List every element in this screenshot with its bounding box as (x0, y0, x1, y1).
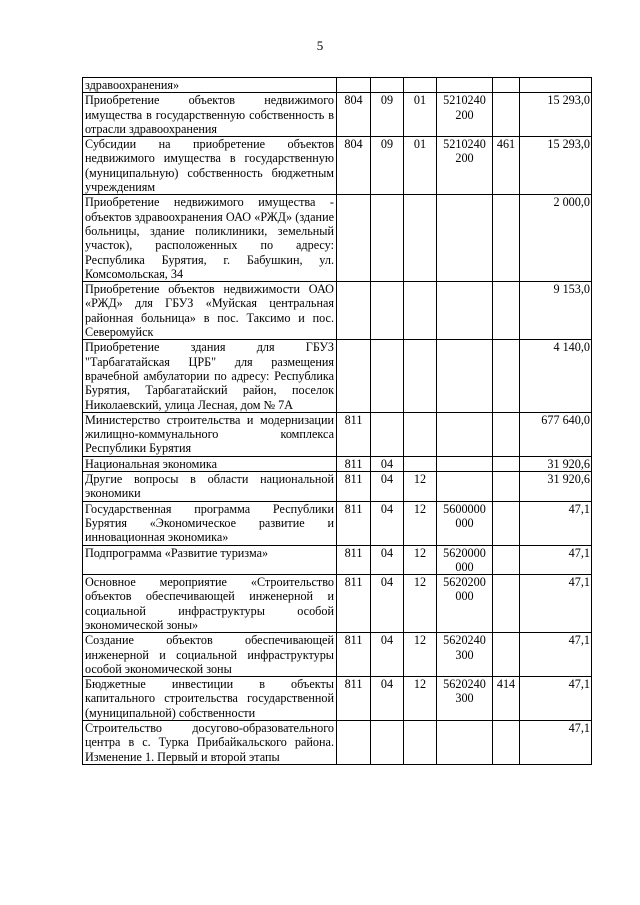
row-name-cell: Бюджетные инвестиции в объекты капитального строительства государственной (муниципальной) собственности (83, 677, 337, 721)
table-row (83, 545, 592, 575)
expense-type-cell (493, 472, 520, 502)
expense-type-cell (493, 575, 520, 633)
subsection-code-cell: 01 (404, 137, 437, 195)
subsection-code-cell: 12 (404, 472, 437, 502)
amount-cell: 47,1 (520, 545, 592, 575)
subsection-code-cell: 12 (404, 545, 437, 575)
amount-cell: 47,1 (520, 721, 592, 765)
row-name-cell: Приобретение недвижимого имущества - объектов здравоохранения ОАО «РЖД» (здание больницы, здание поликлиники, земельный участок), расположенных по адресу: Республика Бурятия, г. Бабушкин, ул. Комсомольская, 34 (83, 195, 337, 282)
section-code-cell: 04 (371, 575, 404, 633)
amount-cell: 15 293,0 (520, 93, 592, 137)
table-row (83, 137, 592, 195)
target-article-cell (437, 721, 493, 765)
expense-type-cell (493, 340, 520, 412)
subsection-code-cell: 12 (404, 677, 437, 721)
amount-cell: 47,1 (520, 501, 592, 545)
row-name-cell: Подпрограмма «Развитие туризма» (83, 545, 337, 575)
target-article-cell: 5600000 000 (437, 501, 493, 545)
section-code-cell: 09 (371, 93, 404, 137)
table-row (83, 340, 592, 412)
ministry-code-cell: 811 (337, 472, 371, 502)
target-article-cell (437, 282, 493, 340)
section-code-cell: 04 (371, 501, 404, 545)
subsection-code-cell (404, 282, 437, 340)
expense-type-cell (493, 195, 520, 282)
subsection-code-cell (404, 721, 437, 765)
row-name-cell: Строительство досугово-образовательного центра в с. Турка Прибайкальского района. Изменение 1. Первый и второй этапы (83, 721, 337, 765)
table-row (83, 282, 592, 340)
section-code-cell (371, 412, 404, 456)
subsection-code-cell: 12 (404, 633, 437, 677)
amount-cell: 9 153,0 (520, 282, 592, 340)
subsection-code-cell (404, 412, 437, 456)
ministry-code-cell (337, 340, 371, 412)
table-row (83, 575, 592, 633)
table-row (83, 456, 592, 471)
expense-type-cell (493, 282, 520, 340)
table-row (83, 78, 592, 93)
expense-type-cell (493, 633, 520, 677)
table-row (83, 195, 592, 282)
row-name-cell: здравоохранения» (83, 78, 337, 93)
budget-table (82, 77, 592, 765)
subsection-code-cell (404, 195, 437, 282)
subsection-code-cell (404, 340, 437, 412)
section-code-cell: 04 (371, 456, 404, 471)
row-name-cell: Государственная программа Республики Бурятия «Экономическое развитие и инновационная экономика» (83, 501, 337, 545)
amount-cell: 31 920,6 (520, 456, 592, 471)
ministry-code-cell (337, 721, 371, 765)
amount-cell: 47,1 (520, 677, 592, 721)
target-article-cell (437, 340, 493, 412)
target-article-cell: 5210240 200 (437, 137, 493, 195)
amount-cell: 4 140,0 (520, 340, 592, 412)
section-code-cell: 04 (371, 545, 404, 575)
target-article-cell: 5210240 200 (437, 93, 493, 137)
expense-type-cell (493, 721, 520, 765)
target-article-cell: 5620240 300 (437, 633, 493, 677)
expense-type-cell (493, 412, 520, 456)
expense-type-cell (493, 78, 520, 93)
ministry-code-cell: 811 (337, 501, 371, 545)
target-article-cell (437, 195, 493, 282)
amount-cell: 15 293,0 (520, 137, 592, 195)
expense-type-cell (493, 456, 520, 471)
row-name-cell: Другие вопросы в области национальной экономики (83, 472, 337, 502)
subsection-code-cell: 12 (404, 575, 437, 633)
table-row (83, 501, 592, 545)
table-row (83, 412, 592, 456)
section-code-cell (371, 78, 404, 93)
expense-type-cell: 414 (493, 677, 520, 721)
ministry-code-cell (337, 282, 371, 340)
budget-table-body (83, 78, 592, 765)
section-code-cell: 09 (371, 137, 404, 195)
row-name-cell: Национальная экономика (83, 456, 337, 471)
target-article-cell: 5620200 000 (437, 575, 493, 633)
page-number: 5 (316, 38, 324, 53)
ministry-code-cell: 811 (337, 545, 371, 575)
amount-cell: 2 000,0 (520, 195, 592, 282)
ministry-code-cell: 804 (337, 137, 371, 195)
expense-type-cell: 461 (493, 137, 520, 195)
section-code-cell: 04 (371, 472, 404, 502)
row-name-cell: Приобретение объектов недвижимого имущества в государственную собственность в отрасли здравоохранения (83, 93, 337, 137)
ministry-code-cell (337, 195, 371, 282)
subsection-code-cell (404, 78, 437, 93)
target-article-cell (437, 472, 493, 502)
target-article-cell: 5620000 000 (437, 545, 493, 575)
section-code-cell (371, 195, 404, 282)
target-article-cell: 5620240 300 (437, 677, 493, 721)
row-name-cell: Субсидии на приобретение объектов недвижимого имущества в государственную (муниципальную) собственность бюджетным учреждениям (83, 137, 337, 195)
expense-type-cell (493, 501, 520, 545)
row-name-cell: Министерство строительства и модернизации жилищно-коммунального комплекса Республики Бурятия (83, 412, 337, 456)
ministry-code-cell: 811 (337, 575, 371, 633)
ministry-code-cell: 811 (337, 633, 371, 677)
section-code-cell (371, 340, 404, 412)
section-code-cell: 04 (371, 677, 404, 721)
ministry-code-cell: 811 (337, 456, 371, 471)
row-name-cell: Приобретение объектов недвижимости ОАО «РЖД» для ГБУЗ «Муйская центральная районная больница» в пос. Таксимо и пос. Северомуйск (83, 282, 337, 340)
ministry-code-cell: 804 (337, 93, 371, 137)
amount-cell: 677 640,0 (520, 412, 592, 456)
row-name-cell: Создание объектов обеспечивающей инженерной и социальной инфраструктуры особой экономической зоны (83, 633, 337, 677)
ministry-code-cell: 811 (337, 412, 371, 456)
target-article-cell (437, 456, 493, 471)
amount-cell: 47,1 (520, 633, 592, 677)
target-article-cell (437, 78, 493, 93)
amount-cell (520, 78, 592, 93)
amount-cell: 47,1 (520, 575, 592, 633)
section-code-cell (371, 282, 404, 340)
section-code-cell: 04 (371, 633, 404, 677)
section-code-cell (371, 721, 404, 765)
row-name-cell: Основное мероприятие «Строительство объектов обеспечивающей инженерной и социальной инфраструктуры особой экономической зоны» (83, 575, 337, 633)
subsection-code-cell: 01 (404, 93, 437, 137)
subsection-code-cell (404, 456, 437, 471)
target-article-cell (437, 412, 493, 456)
table-row (83, 472, 592, 502)
expense-type-cell (493, 93, 520, 137)
ministry-code-cell: 811 (337, 677, 371, 721)
amount-cell: 31 920,6 (520, 472, 592, 502)
table-row (83, 721, 592, 765)
expense-type-cell (493, 545, 520, 575)
table-row (83, 633, 592, 677)
subsection-code-cell: 12 (404, 501, 437, 545)
table-row (83, 93, 592, 137)
ministry-code-cell (337, 78, 371, 93)
row-name-cell: Приобретение здания для ГБУЗ "Тарбагатайская ЦРБ" для размещения врачебной амбулатории по адресу: Республика Бурятия, Тарбагатайский район, поселок Николаевский, улица Лесная, дом № 7А (83, 340, 337, 412)
table-row (83, 677, 592, 721)
